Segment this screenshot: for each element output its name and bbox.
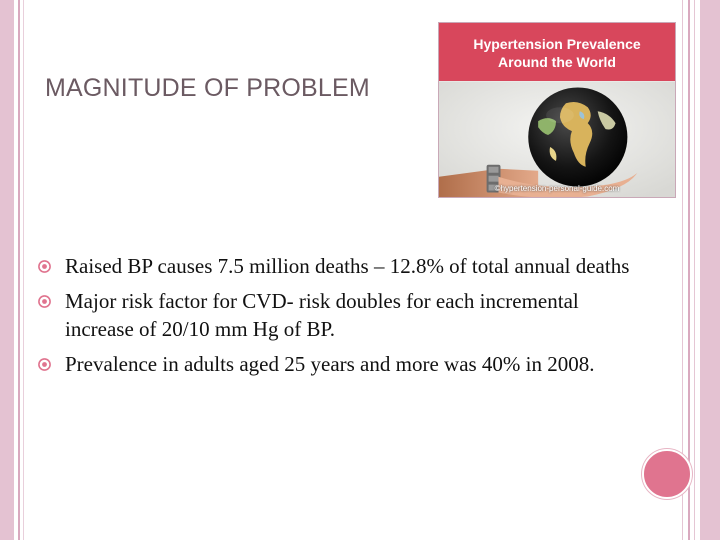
bullet-item — [38, 252, 638, 281]
hypertension-globe-image — [438, 22, 676, 198]
image-credit: ©hypertension-personal-guide.com — [494, 184, 620, 193]
circle-bullet-icon — [38, 295, 51, 308]
image-banner-line2: Around the World — [498, 54, 616, 70]
bullet-text: Prevalence in adults aged 25 years and more was 40% in 2008. — [65, 351, 595, 376]
slide-title: MAGNITUDE OF PROBLEM — [45, 74, 370, 102]
bullet-item — [38, 350, 638, 379]
image-banner — [439, 23, 675, 81]
image-banner-line1: Hypertension Prevalence — [473, 36, 641, 52]
globe-in-hand-icon — [439, 81, 675, 198]
circle-bullet-icon — [38, 260, 51, 273]
image-banner-text — [439, 35, 675, 71]
left-border-line — [18, 0, 20, 540]
bullet-text: Raised BP causes 7.5 million deaths – 12.8% of total annual deaths — [65, 254, 630, 278]
bullet-list — [38, 252, 638, 384]
bullet-text: Major risk factor for CVD- risk doubles for each incremental increase of 20/10 mm Hg of BP. — [65, 288, 579, 341]
circle-bullet-icon — [38, 358, 51, 371]
right-border-line — [688, 0, 690, 540]
right-border-bar — [700, 0, 720, 540]
bullet-item — [38, 287, 638, 344]
decorative-circle — [642, 449, 692, 499]
right-border-line-outer — [694, 0, 695, 540]
left-border-bar — [0, 0, 14, 540]
left-border-line-thin — [23, 0, 24, 540]
